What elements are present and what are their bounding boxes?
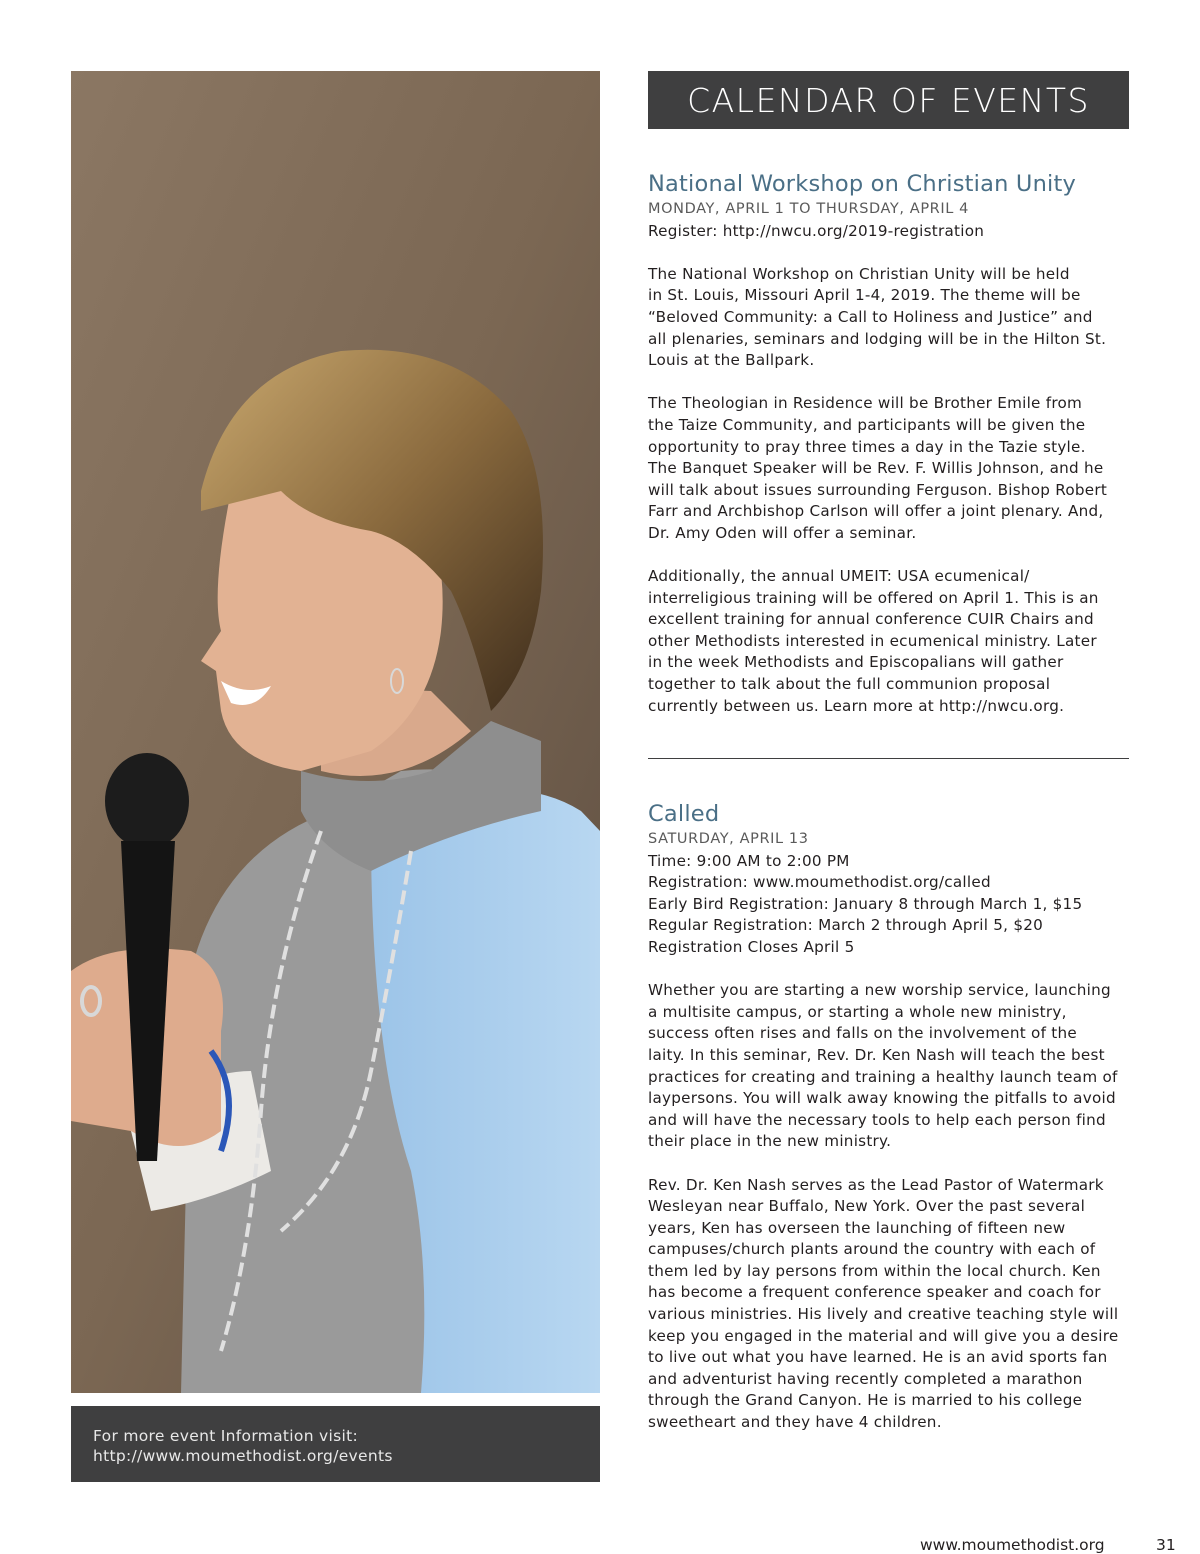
event-paragraph	[648, 393, 1138, 544]
text-line: Whether you are starting a new worship service, launching	[648, 981, 1111, 1000]
text-line: together to talk about the full communion proposal	[648, 675, 1051, 694]
event-national-workshop	[648, 170, 1138, 717]
detail-line: Registration Closes April 5	[648, 937, 855, 956]
text-line: sweetheart and they have 4 children.	[648, 1413, 942, 1432]
event-paragraph	[648, 264, 1138, 372]
calendar-heading: CALENDAR OF EVENTS	[648, 71, 1129, 129]
caption-line-1: For more event Information visit:	[93, 1427, 359, 1445]
text-line: to live out what you have learned. He is an avid sports fan	[648, 1348, 1108, 1367]
event-details	[648, 851, 1138, 959]
text-line: in St. Louis, Missouri April 1-4, 2019. The theme will be	[648, 286, 1081, 305]
text-line: will talk about issues surrounding Ferguson. Bishop Robert	[648, 480, 1108, 499]
text-line: and will have the necessary tools to help each person find	[648, 1110, 1106, 1129]
event-paragraph	[648, 1175, 1138, 1434]
footer-website-link[interactable]: www.moumethodist.org	[920, 1536, 1105, 1554]
text-line: “Beloved Community: a Call to Holiness and Justice” and	[648, 307, 1093, 326]
text-line: and adventurist having recently completed a marathon	[648, 1369, 1083, 1388]
text-line: has become a frequent conference speaker and coach for	[648, 1283, 1101, 1302]
event-called	[648, 800, 1138, 1434]
text-line: The Theologian in Residence will be Brother Emile from	[648, 394, 1083, 413]
text-line: years, Ken has overseen the launching of fifteen new	[648, 1218, 1066, 1237]
text-line: Wesleyan near Buffalo, New York. Over the past several	[648, 1197, 1086, 1216]
text-line: other Methodists interested in ecumenical ministry. Later	[648, 631, 1097, 650]
event-title: Called	[648, 801, 720, 827]
text-line: keep you engaged in the material and will give you a desire	[648, 1326, 1119, 1345]
text-line: currently between us. Learn more at http://nwcu.org.	[648, 696, 1065, 715]
text-line: excellent training for annual conference CUIR Chairs and	[648, 610, 1094, 629]
text-line: Rev. Dr. Ken Nash serves as the Lead Pastor of Watermark	[648, 1175, 1104, 1194]
text-line: laity. In this seminar, Rev. Dr. Ken Nash will teach the best	[648, 1045, 1105, 1064]
detail-line: Time: 9:00 AM to 2:00 PM	[648, 851, 850, 870]
detail-line: Early Bird Registration: January 8 through March 1, $15	[648, 894, 1083, 913]
text-line: through the Grand Canyon. He is married to his college	[648, 1391, 1083, 1410]
text-line: the Taize Community, and participants will be given the	[648, 415, 1086, 434]
text-line: various ministries. His lively and creative teaching style will	[648, 1305, 1119, 1324]
text-line: a multisite campus, or starting a whole new ministry,	[648, 1002, 1067, 1021]
event-paragraph	[648, 566, 1138, 717]
text-line: Additionally, the annual UMEIT: USA ecumenical/	[648, 567, 1030, 586]
page-number: 31	[1156, 1536, 1176, 1554]
registration-link[interactable]: Registration: www.moumethodist.org/called	[648, 873, 991, 892]
text-line: Dr. Amy Oden will offer a seminar.	[648, 523, 917, 542]
text-line: campuses/church plants around the country with each of	[648, 1240, 1096, 1259]
event-date: MONDAY, APRIL 1 TO THURSDAY, APRIL 4	[648, 201, 969, 217]
speaker-photo-illustration	[71, 71, 600, 1393]
text-line: The Banquet Speaker will be Rev. F. Willis Johnson, and he	[648, 459, 1104, 478]
event-date: SATURDAY, APRIL 13	[648, 831, 809, 847]
detail-line: Regular Registration: March 2 through April 5, $20	[648, 916, 1044, 935]
event-register-link[interactable]: Register: http://nwcu.org/2019-registration	[648, 221, 985, 240]
speaker-photo	[71, 71, 600, 1393]
event-title: National Workshop on Christian Unity	[648, 171, 1077, 197]
text-line: Louis at the Ballpark.	[648, 351, 815, 370]
text-line: all plenaries, seminars and lodging will be in the Hilton St.	[648, 329, 1107, 348]
text-line: their place in the new ministry.	[648, 1132, 892, 1151]
events-info-caption	[71, 1406, 600, 1482]
text-line: opportunity to pray three times a day in the Tazie style.	[648, 437, 1086, 456]
text-line: Farr and Archbishop Carlson will offer a joint plenary. And,	[648, 502, 1104, 521]
section-divider	[648, 758, 1129, 759]
caption-events-link[interactable]: http://www.moumethodist.org/events	[93, 1447, 393, 1465]
text-line: them led by lay persons from within the local church. Ken	[648, 1261, 1101, 1280]
text-line: interreligious training will be offered on April 1. This is an	[648, 588, 1099, 607]
text-line: success often rises and falls on the involvement of the	[648, 1024, 1077, 1043]
text-line: The National Workshop on Christian Unity will be held	[648, 264, 1070, 283]
event-paragraph	[648, 980, 1138, 1153]
text-line: laypersons. You will walk away knowing the pitfalls to avoid	[648, 1089, 1116, 1108]
text-line: practices for creating and training a healthy launch team of	[648, 1067, 1118, 1086]
text-line: in the week Methodists and Episcopalians will gather	[648, 653, 1064, 672]
